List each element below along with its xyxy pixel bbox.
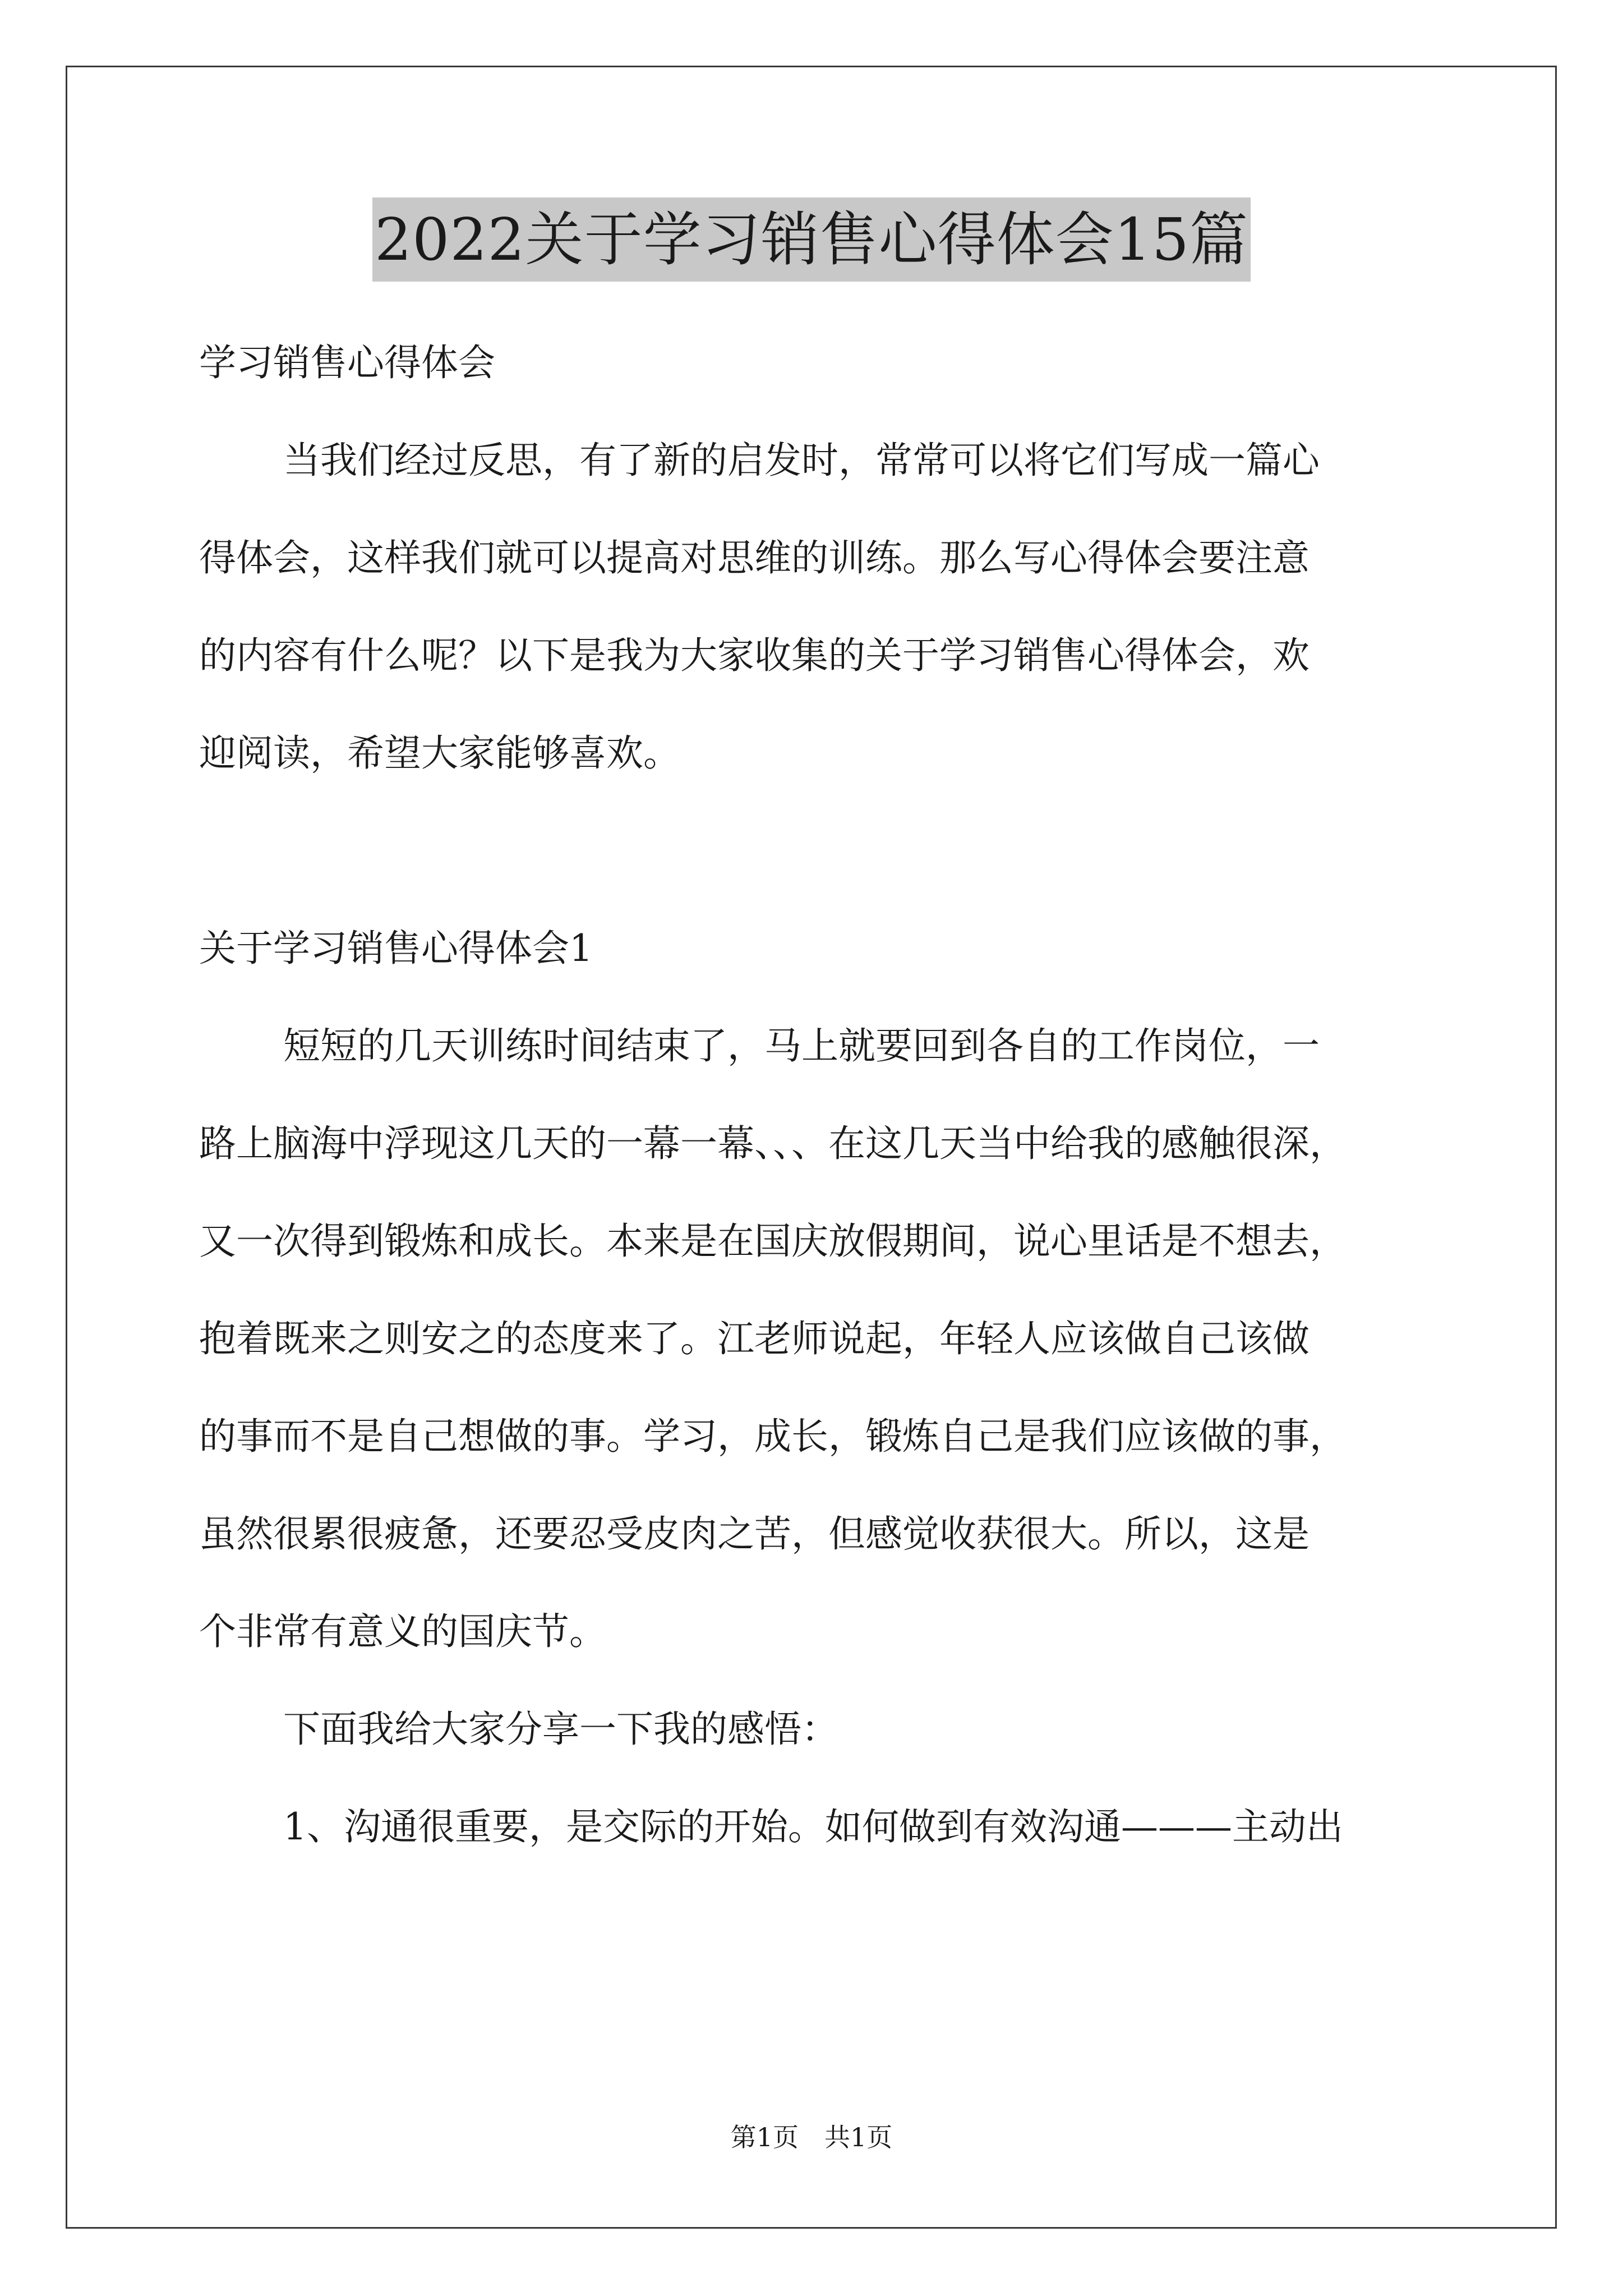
- section-heading: 关于学习销售心得体会1: [199, 927, 593, 970]
- paragraph-line: 下面我给大家分享一下我的感悟：: [283, 1708, 838, 1751]
- paragraph-line: 抱着既来之则安之的态度来了。江老师说起，年轻人应该做自己该做: [199, 1317, 1310, 1360]
- paragraph-line: 的内容有什么呢？以下是我为大家收集的关于学习销售心得体会，欢: [199, 634, 1310, 677]
- paragraph-line: 短短的几天训练时间结束了，马上就要回到各自的工作岗位，一: [283, 1024, 1320, 1068]
- page-footer: 第1页 共1页: [730, 2122, 893, 2152]
- paragraph-line: 迎阅读，希望大家能够喜欢。: [199, 731, 680, 775]
- document-body: [199, 314, 1478, 1876]
- paragraph-line: 路上脑海中浮现这几天的一幕一幕、、、在这几天当中给我的感触很深，: [199, 1122, 1347, 1165]
- paragraph-line: 个非常有意义的国庆节。: [199, 1610, 606, 1653]
- paragraph-line: 虽然很累很疲惫，还要忍受皮肉之苦，但感觉收获很大。所以，这是: [199, 1512, 1310, 1556]
- title-container: [0, 197, 1623, 282]
- section-gap: [199, 802, 1478, 900]
- paragraph-line: 又一次得到锻炼和成长。本来是在国庆放假期间，说心里话是不想去，: [199, 1220, 1347, 1263]
- paragraph-line: 1、沟通很重要，是交际的开始。如何做到有效沟通———主动出: [283, 1805, 1343, 1848]
- paragraph-line: 得体会，这样我们就可以提高对思维的训练。那么写心得体会要注意: [199, 536, 1310, 579]
- paragraph-line: 的事而不是自己想做的事。学习，成长，锻炼自己是我们应该做的事，: [199, 1415, 1347, 1458]
- paragraph-line: 当我们经过反思，有了新的启发时，常常可以将它们写成一篇心: [283, 439, 1320, 482]
- document-title: 2022关于学习销售心得体会15篇: [372, 197, 1251, 282]
- intro-heading: 学习销售心得体会: [199, 341, 495, 384]
